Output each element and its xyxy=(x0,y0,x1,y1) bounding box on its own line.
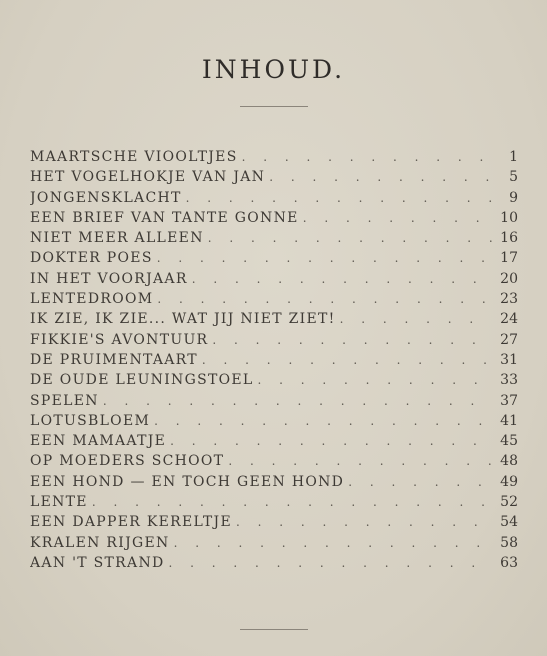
toc-entry-title: LENTE xyxy=(30,494,88,511)
toc-entry-title: LENTEDROOM xyxy=(30,291,154,308)
toc-entry-title: AAN 'T STRAND xyxy=(30,554,165,571)
toc-entry-page: 17 xyxy=(500,250,518,267)
toc-entry xyxy=(30,492,518,512)
toc-entry-title: DOKTER POES xyxy=(30,250,153,267)
dot-leader xyxy=(212,330,492,350)
toc-entry xyxy=(30,451,518,471)
dot-leader xyxy=(170,431,492,451)
toc-entry-page: 33 xyxy=(500,372,518,389)
toc-entry xyxy=(30,289,518,309)
toc-entry-title: OP MOEDERS SCHOOT xyxy=(30,453,225,470)
toc-entry-title: SPELEN xyxy=(30,392,99,409)
dot-leader xyxy=(303,208,492,228)
toc-entry xyxy=(30,208,518,228)
toc-entry-title: HET VOGELHOKJE VAN JAN xyxy=(30,169,266,186)
dot-leader xyxy=(186,188,492,208)
dot-leader xyxy=(208,228,492,248)
toc-entry-page: 1 xyxy=(509,149,518,165)
toc-entry-page: 52 xyxy=(500,494,518,511)
toc-entry-page: 49 xyxy=(500,473,518,490)
toc-entry-page: 20 xyxy=(500,270,518,287)
toc-entry-title: IK ZIE, IK ZIE... WAT JIJ NIET ZIET! xyxy=(30,311,336,328)
dot-leader xyxy=(157,248,492,268)
toc-entry-title: LOTUSBLOEM xyxy=(30,412,151,429)
toc-entry xyxy=(30,269,518,289)
toc-entry-title: EEN HOND — EN TOCH GEEN HOND xyxy=(30,473,345,490)
toc-entry-page: 9 xyxy=(509,189,518,206)
toc-entry-title: MAARTSCHE VIOOLTJES xyxy=(30,149,238,165)
toc-entry xyxy=(30,330,518,350)
dot-leader xyxy=(348,472,492,492)
toc-entry xyxy=(30,228,518,248)
toc-entry xyxy=(30,309,518,329)
dot-leader xyxy=(174,533,492,553)
toc-entry-page: 41 xyxy=(500,412,518,429)
bottom-divider xyxy=(240,629,308,630)
dot-leader xyxy=(242,147,492,167)
toc-entry xyxy=(30,188,518,208)
page-title: INHOUD. xyxy=(201,55,346,84)
dot-leader xyxy=(169,553,492,573)
toc-entry xyxy=(30,533,518,553)
toc-entry-title: IN HET VOORJAAR xyxy=(30,270,188,287)
dot-leader xyxy=(202,350,492,370)
dot-leader xyxy=(103,391,492,411)
dot-leader xyxy=(269,167,492,187)
toc-entry xyxy=(30,431,518,451)
toc-entry xyxy=(30,391,518,411)
toc-entry-page: 63 xyxy=(500,554,518,571)
toc-entry-page: 48 xyxy=(500,453,518,470)
toc-entry-title: EEN MAMAATJE xyxy=(30,433,167,450)
top-divider xyxy=(240,106,308,107)
toc-entry-title: KRALEN RIJGEN xyxy=(30,534,170,551)
toc-entry-title: DE OUDE LEUNINGSTOEL xyxy=(30,372,254,389)
toc-entry xyxy=(30,350,518,370)
dot-leader xyxy=(228,451,492,471)
toc-entry-page: 23 xyxy=(500,291,518,308)
toc-entry-title: FIKKIE'S AVONTUUR xyxy=(30,331,209,348)
dot-leader xyxy=(92,492,492,512)
dot-leader xyxy=(340,309,492,329)
dot-leader xyxy=(236,512,492,532)
toc-entry-page: 10 xyxy=(500,209,518,226)
toc-entry-page: 5 xyxy=(509,169,518,186)
toc-entry-title: NIET MEER ALLEEN xyxy=(30,230,204,247)
toc-entry xyxy=(30,370,518,390)
toc-entry-page: 54 xyxy=(500,514,518,531)
toc-entry xyxy=(30,248,518,268)
toc-entry-title: JONGENSKLACHT xyxy=(30,189,182,206)
toc-entry-page: 37 xyxy=(500,392,518,409)
toc-entry xyxy=(30,553,518,573)
toc-entry-page: 58 xyxy=(500,534,518,551)
dot-leader xyxy=(192,269,492,289)
dot-leader xyxy=(258,370,492,390)
toc-entry-page: 16 xyxy=(500,230,518,247)
toc-entry-page: 31 xyxy=(500,351,518,368)
toc-entry xyxy=(30,472,518,492)
toc-entry xyxy=(30,411,518,431)
toc-entry-title: DE PRUIMENTAART xyxy=(30,351,198,368)
toc-entry-title: EEN DAPPER KERELTJE xyxy=(30,514,232,531)
toc-entry-title: EEN BRIEF VAN TANTE GONNE xyxy=(30,209,299,226)
toc-entry-page: 24 xyxy=(500,311,518,328)
toc-entry-page: 27 xyxy=(500,331,518,348)
dot-leader xyxy=(157,289,492,309)
toc-entry-page: 45 xyxy=(500,433,518,450)
table-of-contents xyxy=(30,147,518,573)
toc-entry xyxy=(30,167,518,187)
toc-entry xyxy=(30,512,518,532)
dot-leader xyxy=(154,411,492,431)
toc-entry xyxy=(30,147,518,167)
